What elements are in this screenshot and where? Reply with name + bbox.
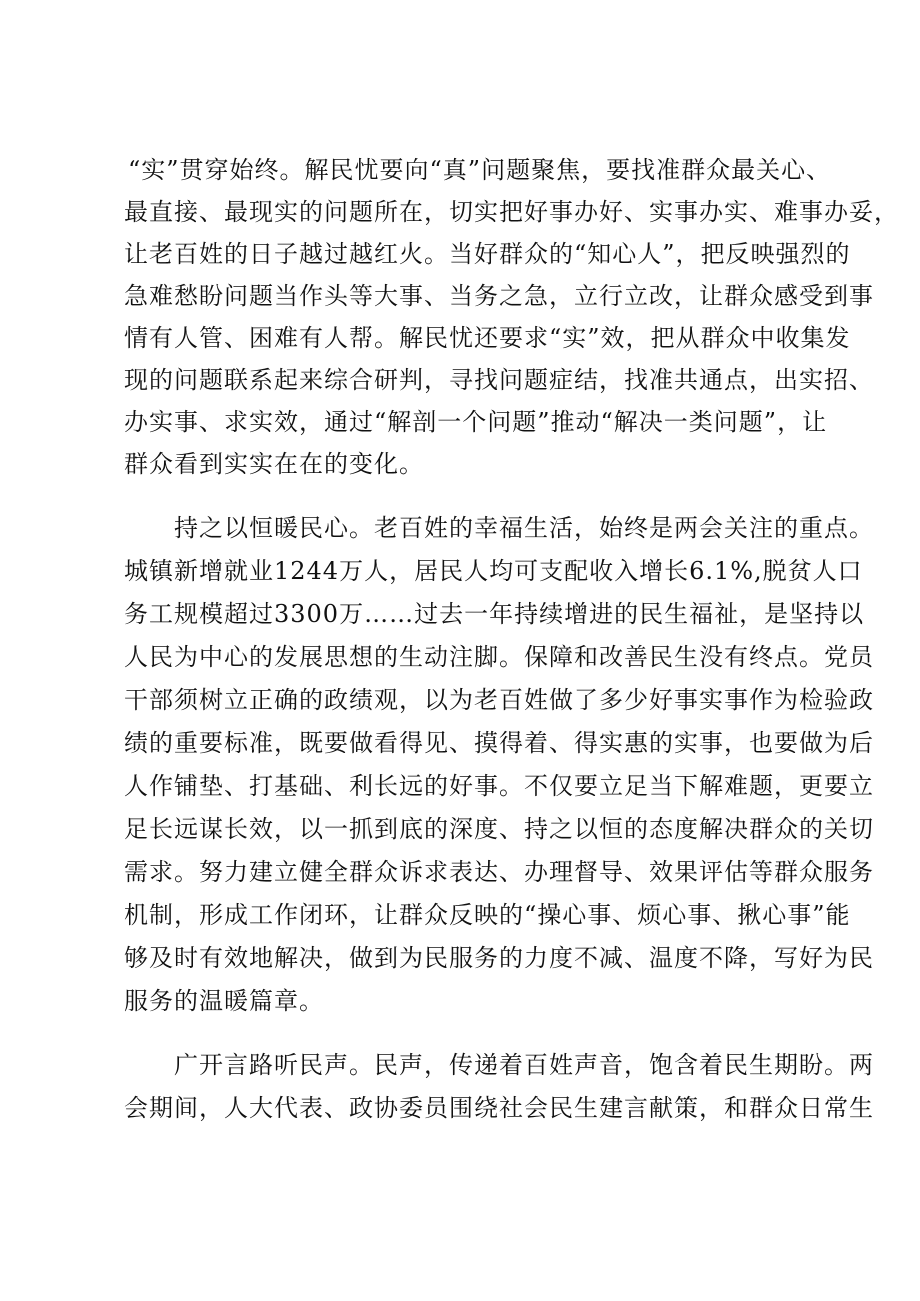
text-line: 绩的重要标准，既要做看得见、摸得着、得实惠的实事，也要做为后: [124, 729, 874, 757]
text-line: 够及时有效地解决，做到为民服务的力度不减、温度不降，写好为民: [124, 944, 874, 972]
text-line: 人作铺垫、打基础、利长远的好事。不仅要立足当下解难题，更要立: [124, 772, 874, 800]
text-line: 最直接、最现实的问题所在，切实把好事办好、实事办实、难事办妥，: [124, 198, 899, 226]
text-line: 务工规模超过3300万……过去一年持续增进的民生福祉，是坚持以: [124, 600, 865, 628]
text-line: 需求。努力建立健全群众诉求表达、办理督导、效果评估等群众服务: [124, 858, 874, 886]
text-line: 现的问题联系起来综合研判，寻找问题症结，找准共通点，出实招、: [124, 366, 874, 394]
text-line: 服务的温暖篇章。: [124, 987, 324, 1015]
text-line: 干部须树立正确的政绩观，以为老百姓做了多少好事实事作为检验政: [124, 686, 874, 714]
text-line: 办实事、求实效，通过“解剖一个问题”推动“解决一类问题”，让: [124, 408, 828, 436]
text-line: 情有人管、困难有人帮。解民忧还要求“实”效，把从群众中收集发: [124, 324, 851, 352]
text-line: 会期间，人大代表、政协委员围绕社会民生建言献策，和群众日常生: [124, 1094, 874, 1122]
text-line: 让老百姓的日子越过越红火。当好群众的“知心人”，把反映强烈的: [124, 240, 851, 268]
text-line: 城镇新增就业1244万人，居民人均可支配收入增长6.1%,脱贫人口: [124, 557, 863, 585]
text-line: 足长远谋长效，以一抓到底的深度、持之以恒的态度解决群众的关切: [124, 815, 874, 843]
text-line: 急难愁盼问题当作头等大事、当务之急，立行立改，让群众感受到事: [124, 282, 874, 310]
text-line: 群众看到实实在在的变化。: [124, 450, 424, 478]
text-line: 人民为中心的发展思想的生动注脚。保障和改善民生没有终点。党员: [124, 643, 874, 671]
text-line: “实”贯穿始终。解民忧要向“真”问题聚焦，要找准群众最关心、: [128, 156, 832, 184]
text-line: 机制，形成工作闭环，让群众反映的“操心事、烦心事、揪心事”能: [124, 901, 851, 929]
paragraph-first-line: 广开言路听民声。民声，传递着百姓声音，饱含着民生期盼。两: [174, 1051, 874, 1079]
paragraph-first-line: 持之以恒暖民心。老百姓的幸福生活，始终是两会关注的重点。: [174, 514, 874, 542]
